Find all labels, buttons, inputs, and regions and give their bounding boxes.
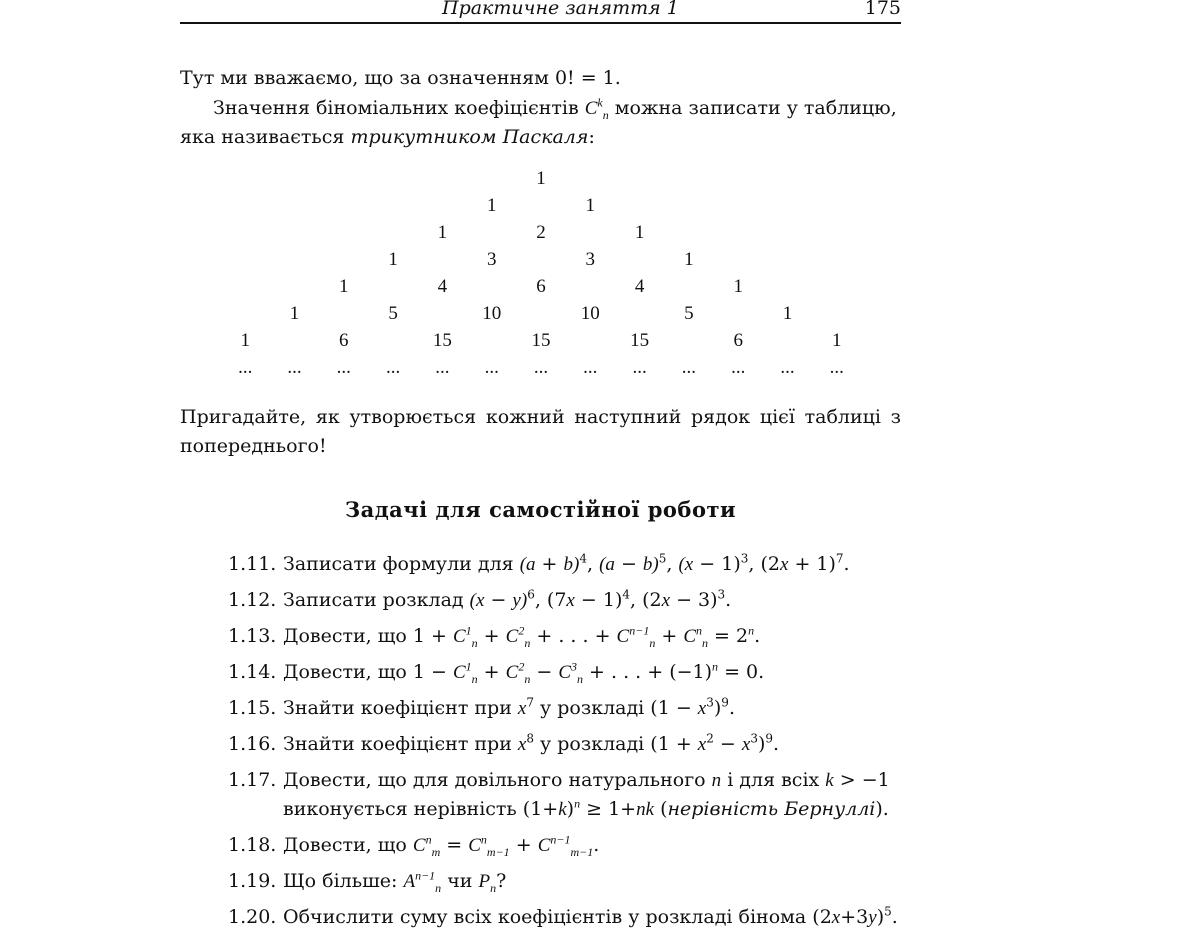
problem-item [228, 694, 908, 723]
triangle-cell: 1 [536, 168, 546, 189]
problem-item [228, 831, 908, 860]
triangle-row [180, 195, 901, 222]
problem-number: 1.16. [228, 733, 277, 755]
triangle-cell: ... [780, 357, 795, 378]
triangle-cell: ... [829, 357, 844, 378]
problem-item [228, 867, 908, 896]
triangle-cell: ... [533, 357, 549, 378]
triangle-cell: 6 [733, 330, 743, 351]
problem-text: Записати розклад $(x - y)^6$, $(7x - 1)^4$, $(2x - 3)^3$. [283, 587, 732, 611]
problem-item [228, 658, 908, 687]
problem-number: 1.15. [228, 697, 277, 719]
problem-text: Довести, що $1 + C^1_n + C^2_n$ + . . . + $C^{n-1}_n + C^n_n = 2^n$. [283, 623, 761, 650]
triangle-cell: 1 [634, 222, 645, 243]
problem-text: Знайти коефіцієнт при $x^8$ у розкладі $(1 + x^2 - x^3)^9$. [283, 731, 780, 755]
triangle-row [180, 168, 901, 195]
problem-number: 1.11. [228, 553, 277, 575]
problem-item [228, 903, 908, 932]
pascal-triangle [180, 168, 901, 388]
paragraph-factorial-definition: Тут ми вважаємо, що за означенням 0! = 1. [180, 67, 621, 89]
problem-text: Обчислити суму всіх коефіцієнтів у розкладі бінома $(2x+3y)^5$. [283, 904, 898, 928]
triangle-cell: 5 [684, 303, 694, 324]
triangle-cell: 15 [630, 330, 650, 351]
page-number: 175 [864, 0, 901, 19]
problem-text: Довести, що для довільного натурального n і для всіх k > −1 виконується нерівність $(1+k)^n \ge 1+nk$ (нерівність Бернуллі). [283, 769, 890, 820]
triangle-cell: 1 [388, 249, 398, 270]
triangle-row [180, 303, 901, 330]
problem-number: 1.13. [228, 625, 277, 647]
triangle-cell: 1 [832, 330, 842, 351]
problem-item [228, 730, 908, 759]
section-title: Задачі для самостійної роботи [344, 497, 737, 522]
paragraph-text: : [588, 126, 595, 148]
problem-number: 1.20. [228, 906, 277, 928]
triangle-cell: ... [435, 357, 450, 378]
triangle-cell: 4 [634, 276, 645, 297]
triangle-row [180, 330, 901, 357]
triangle-cell: 1 [585, 195, 596, 216]
triangle-cell: 1 [437, 222, 448, 243]
triangle-cell: ... [583, 357, 598, 378]
triangle-cell: 1 [240, 330, 250, 351]
problem-text: Записати формули для $(a + b)^4$, $(a - b)^5$, $(x - 1)^3$, $(2x + 1)^7$. [283, 551, 850, 575]
triangle-cell: ... [287, 357, 302, 378]
triangle-cell: ... [632, 357, 647, 378]
problem-number: 1.14. [228, 661, 277, 683]
paragraph-text: Значення біноміальних коефіцієнтів [213, 97, 585, 119]
triangle-row [180, 249, 901, 276]
paragraph-text: можна записати у таблицю, яка називається [180, 97, 897, 148]
problem-text: Що більше: $A^{n-1}_n$ чи $P_n$? [283, 868, 507, 895]
problem-number: 1.12. [228, 589, 277, 611]
paragraph-binomial-table [180, 94, 901, 152]
triangle-row [180, 276, 901, 303]
triangle-cell: 1 [782, 303, 793, 324]
triangle-row [180, 357, 901, 384]
triangle-cell: ... [681, 357, 697, 378]
header-rule [180, 22, 901, 24]
triangle-cell: ... [484, 357, 499, 378]
book-page [180, 0, 901, 928]
problem-number: 1.19. [228, 870, 277, 892]
triangle-cell: ... [385, 357, 401, 378]
triangle-cell: 15 [432, 330, 452, 351]
triangle-cell: 10 [580, 303, 600, 324]
problem-item [228, 622, 908, 651]
paragraph-rule-question: Пригадайте, як утворюється кожний наступний рядок цієї таблиці з попереднього! [180, 406, 901, 457]
binomial-coefficient-symbol: $C^k_n$ [584, 95, 609, 122]
triangle-cell: 1 [684, 249, 694, 270]
triangle-cell: 1 [289, 303, 300, 324]
triangle-cell: 4 [437, 276, 448, 297]
triangle-cell: 3 [585, 249, 596, 270]
problem-text: Знайти коефіцієнт при $x^7$ у розкладі $(1 - x^3)^9$. [283, 695, 735, 719]
problem-text: Довести, що $C^n_m = C^n_{m-1} + C^{n-1}_{m-1}$. [283, 832, 600, 859]
triangle-cell: ... [238, 357, 253, 378]
pascal-triangle-term: трикутником Паскаля [350, 126, 589, 148]
problem-number: 1.17. [228, 769, 277, 791]
triangle-cell: ... [336, 357, 351, 378]
problem-item [228, 766, 908, 824]
triangle-cell: 5 [388, 303, 398, 324]
running-header [180, 0, 901, 23]
triangle-cell: 10 [482, 303, 502, 324]
problem-item [228, 586, 908, 615]
triangle-cell: 15 [531, 330, 551, 351]
chapter-title: Практичне заняття 1 [442, 0, 679, 19]
triangle-cell: ... [731, 357, 746, 378]
problem-list [228, 550, 908, 939]
problem-item [228, 550, 908, 579]
triangle-cell: 2 [536, 222, 546, 243]
triangle-cell: 1 [339, 276, 349, 297]
triangle-cell: 3 [486, 249, 497, 270]
triangle-cell: 1 [486, 195, 497, 216]
problem-number: 1.18. [228, 834, 277, 856]
triangle-cell: 6 [536, 276, 546, 297]
triangle-cell: 1 [733, 276, 743, 297]
problem-text: Довести, що $1 - C^1_n + C^2_n - C^3_n$ + . . . + $(-1)^n = 0$. [283, 659, 765, 686]
triangle-cell: 6 [339, 330, 349, 351]
triangle-row [180, 222, 901, 249]
